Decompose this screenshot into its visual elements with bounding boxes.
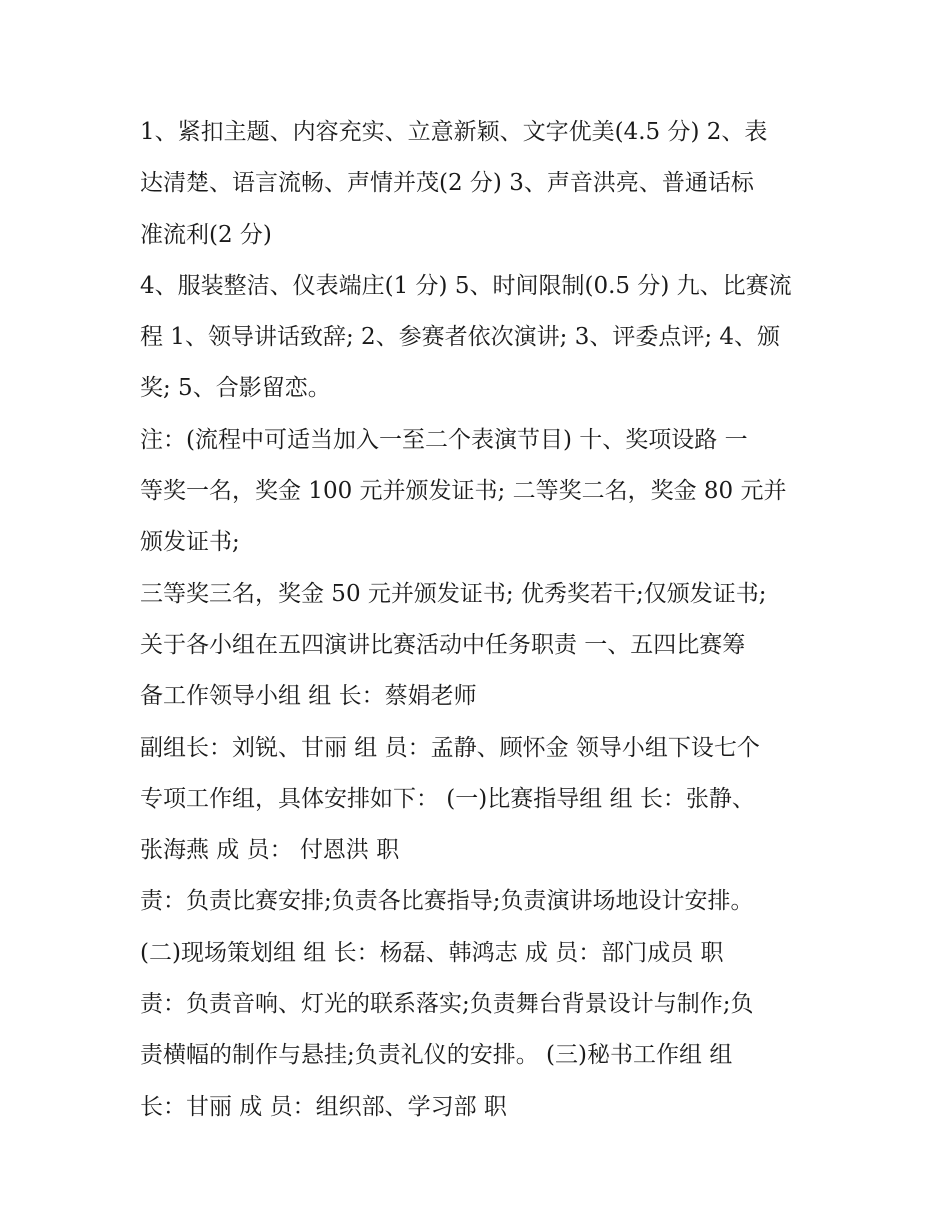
- text-line: 三等奖三名，奖金 50 元并颁发证书; 优秀奖若干;仅颁发证书;: [140, 580, 767, 607]
- text-line: 责：负责比赛安排;负责各比赛指导;负责演讲场地设计安排。: [140, 888, 754, 915]
- text-line: 备工作领导小组 组 长：蔡娟老师: [140, 683, 477, 710]
- text-line: 关于各小组在五四演讲比赛活动中任务职责 一、五四比赛筹: [140, 631, 746, 658]
- text-line: 1、紧扣主题、内容充实、立意新颖、文字优美(4.5 分) 2、表: [140, 119, 768, 145]
- document-body: [140, 107, 820, 1133]
- text-line: 张海燕 成 员： 付恩洪 职: [140, 837, 400, 864]
- text-line: 长：甘丽 成 员：组织部、学习部 职: [140, 1093, 507, 1120]
- text-line: 奖; 5、合影留恋。: [140, 375, 331, 402]
- text-line: 责横幅的制作与悬挂;负责礼仪的安排。 (三)秘书工作组 组: [140, 1042, 733, 1069]
- text-line: 注：(流程中可适当加入一至二个表演节目) 十、奖项设路 一: [140, 426, 748, 453]
- text-line: 专项工作组，具体安排如下： (一)比赛指导组 组 长：张静、: [140, 785, 755, 812]
- text-line: 等奖一名，奖金 100 元并颁发证书; 二等奖二名，奖金 80 元并: [140, 478, 787, 505]
- text-line: 4、服装整洁、仪表端庄(1 分) 5、时间限制(0.5 分) 九、比赛流: [140, 272, 792, 299]
- text-line: 颁发证书;: [140, 529, 240, 556]
- text-line: 责：负责音响、灯光的联系落实;负责舞台背景设计与制作;负: [140, 991, 754, 1018]
- text-line: (二)现场策划组 组 长：杨磊、韩鸿志 成 员：部门成员 职: [140, 939, 724, 966]
- text-line: 达清楚、语言流畅、声情并茂(2 分) 3、声音洪亮、普通话标: [140, 170, 754, 197]
- text-line: 准流利(2 分): [140, 221, 272, 248]
- text-line: 副组长：刘锐、甘丽 组 员：孟静、顾怀金 领导小组下设七个: [140, 734, 760, 761]
- text-line: 程 1、领导讲话致辞; 2、参赛者依次演讲; 3、评委点评; 4、颁: [140, 324, 781, 351]
